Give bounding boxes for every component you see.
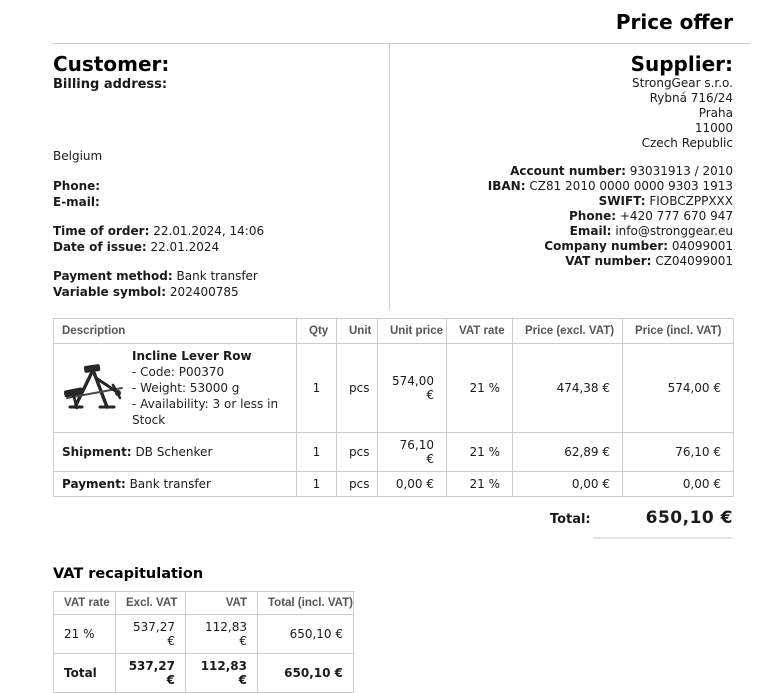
payment-price-excl: 0,00 € (513, 472, 623, 497)
col-description: Description (54, 319, 297, 344)
vat-recap-table (53, 591, 354, 693)
vat-col-total: Total (incl. VAT) (258, 592, 354, 615)
supplier-name: StrongGear s.r.o. (632, 76, 733, 90)
page-title: Price offer (615, 10, 733, 34)
supplier-heading: Supplier: (630, 52, 733, 76)
payment-row (54, 472, 734, 497)
product-description-cell (54, 344, 297, 433)
total-value: 650,10 € (645, 508, 733, 528)
vat-rate-row: 21 % 537,27 € 112,83 € 650,10 € (54, 615, 354, 654)
product-name: Incline Lever Row (132, 349, 252, 363)
supplier-street: Rybná 716/24 (649, 91, 733, 105)
vat-col-vat: VAT (186, 592, 258, 615)
shipment-description: Shipment: DB Schenker (54, 433, 297, 472)
col-vat-rate: VAT rate (447, 319, 513, 344)
customer-phone-label: Phone: (53, 179, 101, 193)
shipment-price-excl: 62,89 € (513, 433, 623, 472)
payment-unit: pcs (337, 472, 378, 497)
shipment-vat-rate: 21 % (447, 433, 513, 472)
vat-header-row (54, 592, 354, 615)
supplier-email: Email: info@stronggear.eu (569, 224, 733, 238)
col-qty: Qty (297, 319, 337, 344)
document-header (53, 8, 750, 44)
supplier-country: Czech Republic (641, 136, 733, 150)
product-price-incl: 574,00 € (623, 344, 734, 433)
customer-heading: Customer: (53, 52, 170, 76)
product-image (60, 363, 126, 413)
vat-number: VAT number: CZ04099001 (565, 254, 733, 268)
shipment-qty: 1 (297, 433, 337, 472)
iban: IBAN: CZ81 2010 0000 0000 9303 1913 (487, 179, 733, 193)
shipment-unit: pcs (337, 433, 378, 472)
swift: SWIFT: FIOBCZPPXXX (598, 194, 733, 208)
supplier-city: Praha (698, 106, 733, 120)
billing-address-label: Billing address: (53, 77, 168, 92)
total-section (53, 508, 733, 539)
shipment-price-incl: 76,10 € (623, 433, 734, 472)
price-offer-document (53, 8, 750, 693)
product-unit: pcs (337, 344, 378, 433)
vat-recap-heading: VAT recapitulation (53, 566, 204, 582)
payment-qty: 1 (297, 472, 337, 497)
vat-col-excl: Excl. VAT (116, 592, 186, 615)
product-availability: - Availability: 3 or less in Stock (132, 397, 279, 427)
supplier-block (390, 44, 733, 310)
company-number: Company number: 04099001 (544, 239, 733, 253)
col-unit-price: Unit price (378, 319, 447, 344)
supplier-zip: 11000 (694, 121, 733, 135)
payment-unit-price: 0,00 € (378, 472, 447, 497)
supplier-phone: Phone: +420 777 670 947 (568, 209, 733, 223)
customer-address-blank (53, 93, 377, 149)
customer-country: Belgium (53, 149, 103, 163)
col-unit: Unit (337, 319, 378, 344)
vat-total-row: Total 537,27 € 112,83 € 650,10 € (54, 654, 354, 693)
account-number: Account number: 93031913 / 2010 (510, 164, 733, 178)
payment-description: Payment: Bank transfer (54, 472, 297, 497)
product-details (126, 348, 290, 428)
items-header-row (54, 319, 734, 344)
product-vat-rate: 21 % (447, 344, 513, 433)
product-unit-price: 574,00 € (378, 344, 447, 433)
time-of-order: Time of order: 22.01.2024, 14:06 (53, 224, 265, 238)
product-price-excl: 474,38 € (513, 344, 623, 433)
shipment-row (54, 433, 734, 472)
customer-block (53, 44, 390, 310)
product-row (54, 344, 734, 433)
total-underline (593, 537, 733, 539)
customer-email-label: E-mail: (53, 195, 100, 209)
col-price-excl: Price (excl. VAT) (513, 319, 623, 344)
col-price-incl: Price (incl. VAT) (623, 319, 734, 344)
vat-col-rate: VAT rate (54, 592, 116, 615)
items-table (53, 318, 734, 497)
date-of-issue: Date of issue: 22.01.2024 (53, 240, 220, 254)
payment-vat-rate: 21 % (447, 472, 513, 497)
payment-price-incl: 0,00 € (623, 472, 734, 497)
product-code: - Code: P00370 (132, 365, 225, 379)
parties-section (53, 44, 733, 310)
total-label: Total: (549, 512, 591, 527)
shipment-unit-price: 76,10 € (378, 433, 447, 472)
payment-method: Payment method: Bank transfer (53, 269, 258, 283)
product-qty: 1 (297, 344, 337, 433)
variable-symbol: Variable symbol: 202400785 (53, 285, 239, 299)
product-weight: - Weight: 53000 g (132, 381, 240, 395)
